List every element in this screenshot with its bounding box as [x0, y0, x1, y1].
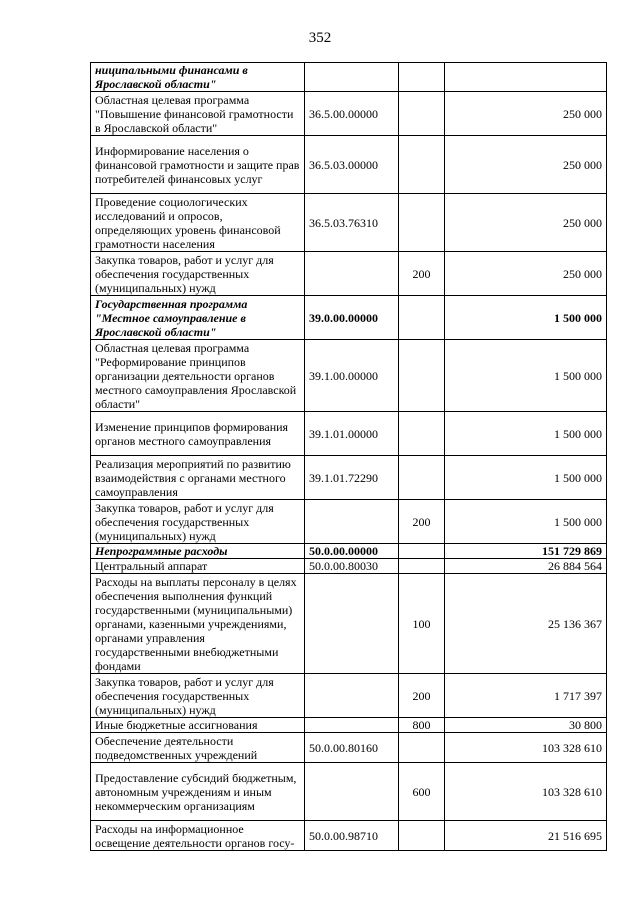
- row-sum: 250 000: [445, 92, 607, 136]
- row-name: Государственная программа "Местное самоуправление в Ярославской области": [91, 296, 305, 340]
- row-name: Обеспечение деятельности подведомственных учреждений: [91, 733, 305, 763]
- row-code: [305, 252, 399, 296]
- row-code: 39.0.00.00000: [305, 296, 399, 340]
- row-sum: 21 516 695: [445, 821, 607, 851]
- row-expense-type: [399, 340, 445, 412]
- row-expense-type: 200: [399, 252, 445, 296]
- row-name: Непрограммные расходы: [91, 544, 305, 559]
- row-code: 39.1.01.00000: [305, 412, 399, 456]
- row-expense-type: [399, 544, 445, 559]
- row-expense-type: 100: [399, 574, 445, 674]
- table-row: [91, 92, 607, 136]
- row-code: 50.0.00.00000: [305, 544, 399, 559]
- row-code: [305, 674, 399, 718]
- row-sum: 1 500 000: [445, 412, 607, 456]
- table-row: [91, 559, 607, 574]
- row-name: Закупка товаров, работ и услуг для обеспечения государственных (муниципальных) нужд: [91, 500, 305, 544]
- row-expense-type: [399, 821, 445, 851]
- row-name: Изменение принципов формирования органов местного самоуправления: [91, 412, 305, 456]
- table-row: [91, 733, 607, 763]
- row-expense-type: 600: [399, 763, 445, 821]
- row-name: Областная целевая программа "Повышение финансовой грамотности в Ярославской области": [91, 92, 305, 136]
- row-code: 39.1.00.00000: [305, 340, 399, 412]
- row-sum: 151 729 869: [445, 544, 607, 559]
- row-expense-type: 200: [399, 500, 445, 544]
- row-sum: 1 500 000: [445, 340, 607, 412]
- row-name: Закупка товаров, работ и услуг для обеспечения государственных (муниципальных) нужд: [91, 252, 305, 296]
- row-code: [305, 763, 399, 821]
- row-expense-type: [399, 92, 445, 136]
- row-expense-type: 800: [399, 718, 445, 733]
- table-row: [91, 412, 607, 456]
- row-sum: 250 000: [445, 194, 607, 252]
- row-code: [305, 500, 399, 544]
- row-expense-type: [399, 412, 445, 456]
- row-name: Реализация мероприятий по развитию взаимодействия с органами местного самоуправления: [91, 456, 305, 500]
- table-row: [91, 63, 607, 92]
- row-sum: 30 800: [445, 718, 607, 733]
- row-sum: 1 500 000: [445, 456, 607, 500]
- row-sum: 25 136 367: [445, 574, 607, 674]
- row-code: 39.1.01.72290: [305, 456, 399, 500]
- row-sum: 103 328 610: [445, 763, 607, 821]
- table-row: [91, 821, 607, 851]
- row-name: Расходы на информационное освещение деятельности органов госу-: [91, 821, 305, 851]
- row-expense-type: [399, 296, 445, 340]
- row-code: [305, 718, 399, 733]
- row-name: Предоставление субсидий бюджетным, автономным учреждениям и иным некоммерческим организациям: [91, 763, 305, 821]
- row-code: 36.5.00.00000: [305, 92, 399, 136]
- row-name: Иные бюджетные ассигнования: [91, 718, 305, 733]
- page-number: 352: [308, 30, 332, 46]
- row-expense-type: [399, 63, 445, 92]
- table-row: [91, 500, 607, 544]
- table-row: [91, 296, 607, 340]
- row-sum: 103 328 610: [445, 733, 607, 763]
- row-name: Центральный аппарат: [91, 559, 305, 574]
- row-name: Закупка товаров, работ и услуг для обеспечения государственных (муниципальных) нужд: [91, 674, 305, 718]
- row-name: Проведение социологических исследований и опросов, определяющих уровень финансовой грамотности населения: [91, 194, 305, 252]
- row-expense-type: [399, 456, 445, 500]
- row-code: [305, 574, 399, 674]
- budget-table: [90, 62, 607, 851]
- row-name: Расходы на выплаты персоналу в целях обеспечения выполнения функций государственными (муниципальными) органами, казенными учреждениями, органами управления государственными внебюджетными фондами: [91, 574, 305, 674]
- row-expense-type: [399, 559, 445, 574]
- row-code: 50.0.00.98710: [305, 821, 399, 851]
- row-sum: 250 000: [445, 136, 607, 194]
- row-name: Областная целевая программа "Реформирование принципов организации деятельности органов местного самоуправления Ярославской области": [91, 340, 305, 412]
- table-row: [91, 136, 607, 194]
- row-expense-type: [399, 136, 445, 194]
- table-row: [91, 674, 607, 718]
- table-row: [91, 763, 607, 821]
- row-name: ниципальными финансами в Ярославской области": [91, 63, 305, 92]
- table-row: [91, 340, 607, 412]
- row-sum: 26 884 564: [445, 559, 607, 574]
- table-row: [91, 574, 607, 674]
- row-name: Информирование населения о финансовой грамотности и защите прав потребителей финансовых услуг: [91, 136, 305, 194]
- table-row: [91, 194, 607, 252]
- table-row: [91, 456, 607, 500]
- row-sum: 250 000: [445, 252, 607, 296]
- table-row: [91, 718, 607, 733]
- row-sum: 1 500 000: [445, 296, 607, 340]
- row-expense-type: [399, 194, 445, 252]
- row-code: [305, 63, 399, 92]
- table-row: [91, 544, 607, 559]
- row-code: 36.5.03.00000: [305, 136, 399, 194]
- row-sum: 1 717 397: [445, 674, 607, 718]
- row-sum: [445, 63, 607, 92]
- row-expense-type: [399, 733, 445, 763]
- budget-table-body: [91, 63, 607, 851]
- row-code: 50.0.00.80030: [305, 559, 399, 574]
- row-code: 50.0.00.80160: [305, 733, 399, 763]
- row-expense-type: 200: [399, 674, 445, 718]
- table-row: [91, 252, 607, 296]
- row-sum: 1 500 000: [445, 500, 607, 544]
- row-code: 36.5.03.76310: [305, 194, 399, 252]
